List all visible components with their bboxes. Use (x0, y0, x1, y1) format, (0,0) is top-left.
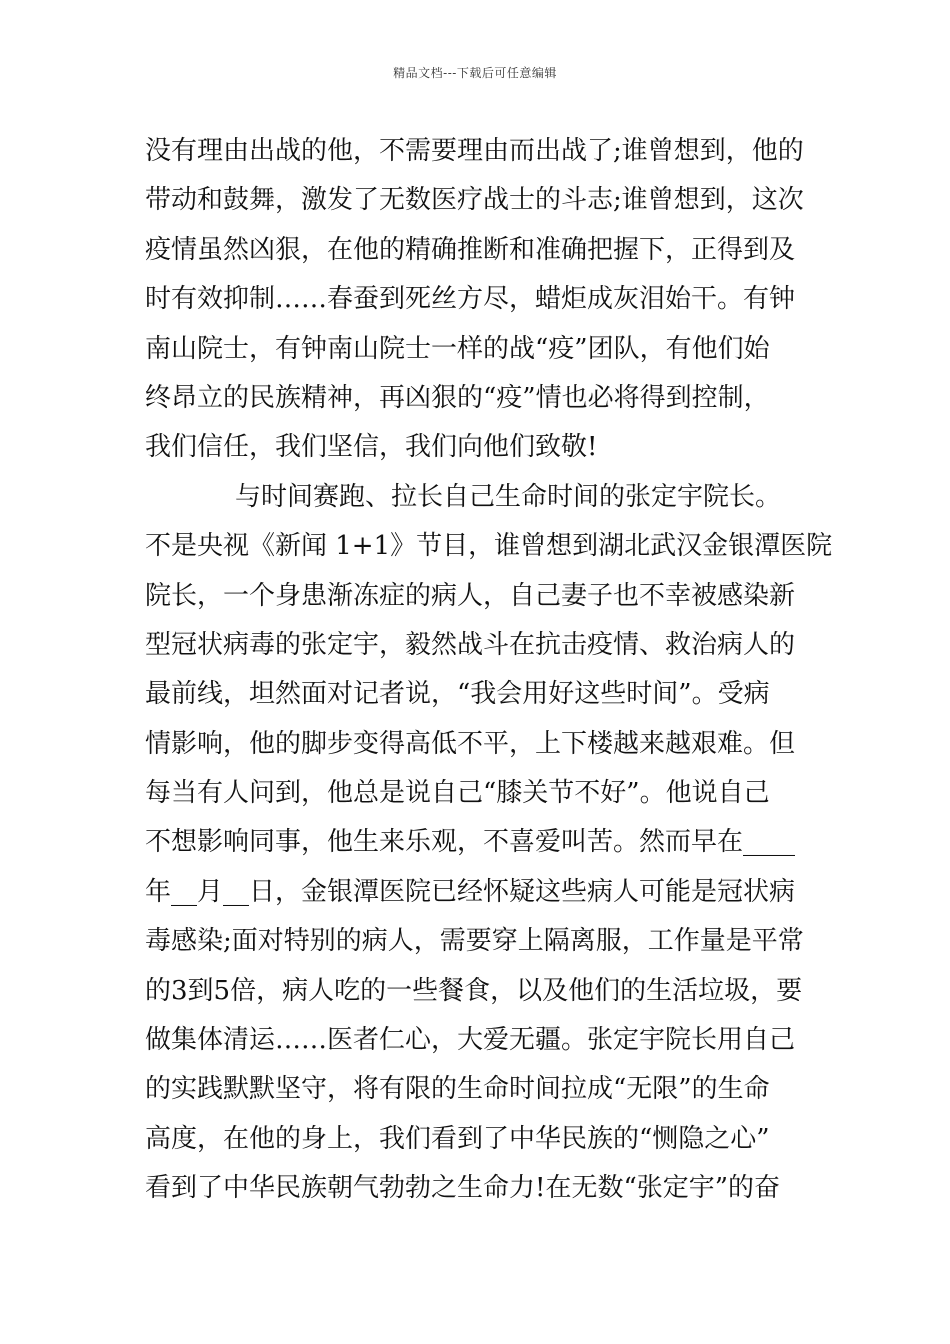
text-line: 没有理由出战的他，不需要理由而出战了;谁曾想到，他的 (145, 136, 804, 166)
text-line: 南山院士，有钟南山院士一样的战“疫”团队，有他们始 (145, 333, 770, 364)
text-line: 不是央视《新闻 1+1》节目，谁曾想到湖北武汉金银潭医院 (145, 531, 833, 562)
text-line: 最前线，坦然面对记者说，“我会用好这些时间”。受病 (145, 679, 770, 710)
text-line: 带动和鼓舞，激发了无数医疗战士的斗志;谁曾想到，这次 (145, 185, 804, 216)
text-line: 年__月__日，金银潭医院已经怀疑这些病人可能是冠状病 (145, 876, 796, 907)
text-line: 毒感染;面对特别的病人，需要穿上隔离服，工作量是平常 (145, 926, 804, 957)
text-line: 终昂立的民族精神，再凶狠的“疫”情也必将得到控制， (145, 382, 770, 413)
text-line: 情影响，他的脚步变得高低不平，上下楼越来越艰难。但 (145, 728, 796, 759)
text-line: 不想影响同事，他生来乐观，不喜爱叫苦。然而早在____ (145, 827, 796, 858)
text-line: 的实践默默坚守，将有限的生命时间拉成“无限”的生命 (145, 1074, 770, 1105)
body-text (145, 127, 833, 1214)
text-line: 时有效抑制……春蚕到死丝方尽，蜡炬成灰泪始干。有钟 (145, 284, 796, 315)
text-line: 看到了中华民族朝气勃勃之生命力!在无数“张定宇”的奋 (145, 1173, 781, 1204)
text-line: 疫情虽然凶狠，在他的精确推断和准确把握下，正得到及 (145, 234, 796, 265)
text-line: 型冠状病毒的张定宇，毅然战斗在抗击疫情、救治病人的 (145, 629, 796, 660)
text-line: 高度，在他的身上，我们看到了中华民族的“恻隐之心” (145, 1123, 770, 1154)
text-line: 院长，一个身患渐冻症的病人，自己妻子也不幸被感染新 (145, 580, 796, 611)
text-line: 我们信任，我们坚信，我们向他们致敬! (145, 432, 598, 463)
text-line: 做集体清运……医者仁心，大爱无疆。张定宇院长用自己 (145, 1025, 796, 1056)
paragraph-heading-line: 与时间赛跑、拉长自己生命时间的张定宇院长。 (235, 481, 782, 512)
text-line: 的3到5倍，病人吃的一些餐食，以及他们的生活垃圾，要 (145, 975, 803, 1006)
page-header: 精品文档---下载后可任意编辑 (393, 66, 557, 80)
text-line: 每当有人问到，他总是说自己“膝关节不好”。他说自己 (145, 778, 770, 809)
